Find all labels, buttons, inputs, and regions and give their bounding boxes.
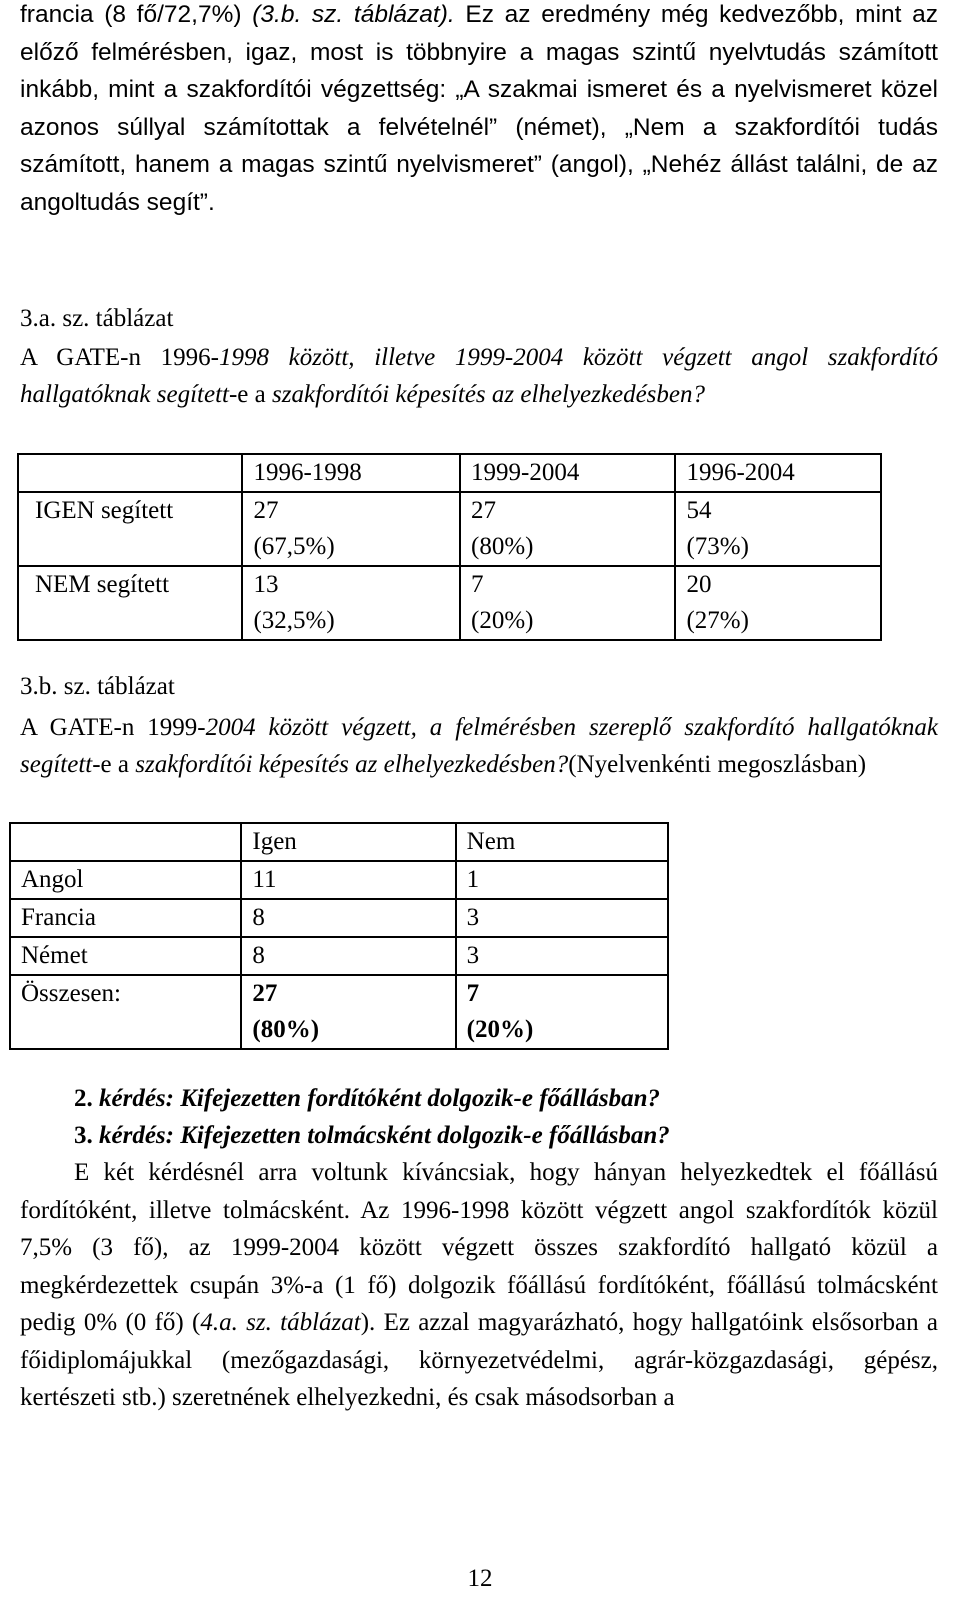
table-cell: 8 [241, 899, 455, 937]
table-row-label: IGEN segített [18, 492, 242, 566]
table-row [18, 566, 881, 640]
table-row [18, 492, 881, 566]
table-cell: 3 [456, 937, 668, 975]
table-cell: 1 [456, 861, 668, 899]
table-cell: 20 (27%) [675, 566, 881, 640]
page-number: 12 [467, 1565, 493, 1592]
table-row [18, 454, 881, 492]
intro-paragraph [20, 0, 938, 221]
table-header-cell [18, 454, 242, 492]
table-row [10, 937, 668, 975]
table-header-cell: Igen [241, 823, 455, 861]
table-header-cell: 1999-2004 [460, 454, 675, 492]
table-cell: 54 (73%) [675, 492, 881, 566]
intro-reference: (3.b. sz. táblázat). [252, 1, 455, 28]
table-cell: 7 (20%) [460, 566, 675, 640]
body-paragraph: E két kérdésnél arra voltunk kíváncsiak, hogy hányan helyezkedtek el főállású fordítóként, illetve tolmácsként. Az 1996-1998 között végzett angol szakfordítók közül 7,5% (3 fő), az 1999-2004 között végzett összes szakfordító hallgató közül a megkérdezettek csupán 3%-a (1 fő) dolgozik főállású fordítóként, főállású tolmácsként pedig 0% (0 fő) (4.a. sz. táblázat). Ez azzal magyarázható, hogy hallgatóink elsősorban a főidiplomájukkal (mezőgazdasági, környezetvédelmi, agrár-közgazdasági, gépész, kertészeti stb.) szeretnének elhelyezkedni, és csak másodsorban a [20, 1159, 939, 1411]
intro-text-2: Ez az eredmény még kedvezőbb, mint az előző felmérésben, igaz, most is többnyire a magas szintű nyelvtudás számított inkább, mint a szakfordítói végzettség: „A szakmai ismeret és a nyelvismeret közel azonos súllyal számítottak a felvételnél” (német), „Nem a szakfordítói tudás számított, hanem a magas szintű nyelvismeret” (angol), „Nehéz állást találni, de az angoltudás segít”. [20, 1, 938, 216]
table-row-label: Francia [10, 899, 241, 937]
table-cell: 13 (32,5%) [242, 566, 460, 640]
question-3: 3. kérdés: Kifejezetten tolmácsként dolgozik-e főállásban? [74, 1122, 670, 1149]
question-2: 2. kérdés: Kifejezetten fordítóként dolgozik-e főállásban? [74, 1085, 661, 1112]
table-b [9, 822, 669, 1050]
table-a-caption: A GATE-n 1996-1998 között, illetve 1999-2004 között végzett angol szakfordító hallgatóknak segített-e a szakfordítói képesítés az elhelyezkedésben? [20, 344, 938, 408]
table-cell: 11 [241, 861, 455, 899]
table-header-cell: 1996-1998 [242, 454, 460, 492]
table-cell: 3 [456, 899, 668, 937]
table-b-label: 3.b. sz. táblázat [20, 673, 175, 700]
table-row-label: NEM segített [18, 566, 242, 640]
table-row-label: Német [10, 937, 241, 975]
table-b-caption: A GATE-n 1999-2004 között végzett, a felmérésben szereplő szakfordító hallgatóknak segített-e a szakfordítói képesítés az elhelyezkedésben?(Nyelvenkénti megoszlásban) [20, 714, 938, 778]
table-row [10, 975, 668, 1049]
table-a [17, 453, 882, 641]
table-cell: 27 (67,5%) [242, 492, 460, 566]
table-header-cell: Nem [456, 823, 668, 861]
table-cell: 8 [241, 937, 455, 975]
table-row-label: Összesen: [10, 975, 241, 1049]
table-header-cell [10, 823, 241, 861]
table-cell: 27 (80%) [460, 492, 675, 566]
table-a-label: 3.a. sz. táblázat [20, 305, 174, 332]
table-row [10, 823, 668, 861]
table-cell: 27 (80%) [241, 975, 455, 1049]
table-cell: 7 (20%) [456, 975, 668, 1049]
intro-text-1: francia (8 fő/72,7%) [20, 1, 253, 28]
table-row-label: Angol [10, 861, 241, 899]
table-header-cell: 1996-2004 [675, 454, 881, 492]
table-row [10, 861, 668, 899]
table-row [10, 899, 668, 937]
